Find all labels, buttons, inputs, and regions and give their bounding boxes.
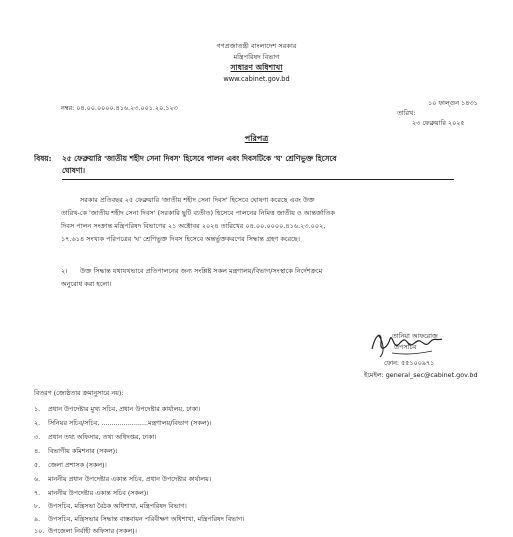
distribution-item: প্রধান তথ্য অফিসার, তথ্য অধিদপ্তর, ঢাকা। [48,433,157,441]
subject-label: বিষয়: [34,154,52,163]
subject-underline [62,179,454,180]
distribution-heading: বিতরণ (জ্যেষ্ঠতার ক্রমানুসারে নয়): [34,389,124,397]
distribution-item-number: ২. [34,419,41,427]
distribution-item-number: ৮. [34,502,41,510]
paragraph-2-line-1: উক্ত সিদ্ধান্ত যথাযথভাবে প্রতিপালনের জন্য সংশ্লিষ্ট সকল মন্ত্রণালয়/বিভাগ/সংস্থাকে নির্দেশক্রমে [80,267,323,275]
distribution-item: বিভাগীয় কমিশনার (সকল)। [48,447,118,455]
date-bangla: ১০ ফাল্গুন ১৪৩১ [428,99,478,107]
distribution-item-number: ৪. [34,447,41,455]
distribution-item: মাননীয় উপদেষ্টার একান্ত সচিব (সকল)। [48,489,149,497]
division-name: মন্ত্রিপরিষদ বিভাগ [233,53,280,61]
paragraph-1-line-4: ১৭.৬১৪ সংখ্যক পরিপত্রের 'ঘ' শ্রেণিভুক্ত দিবস হিসেবে অন্তর্ভুক্তকরণের সিদ্ধান্ত গ্রহণ করেছে। [61,235,300,243]
distribution-item: সিনিয়র সচিব/সচিব, .......................মন্ত্রণালয়/বিভাগ (সকল)। [48,419,212,427]
distribution-item-number: ৯. [34,515,41,523]
government-name: গণপ্রজাতন্ত্রী বাংলাদেশ সরকার [216,42,297,50]
department-name: সাধারণ অধিশাখা [230,63,283,72]
signatory-name: তানিয়া আফরোজ [392,332,438,340]
paragraph-2-line-2: অনুরোধ করা হলো। [61,280,112,288]
distribution-item: উপজেলা নির্বাহী অফিসার (সকল)। [48,527,137,535]
paragraph-1-line-1: সরকার প্রতিবছর ২৫ ফেব্রুয়ারি 'জাতীয় শহীদ সেনা দিবস' হিসেবে ঘোষণা করেছে এবং উক্ত [80,196,315,204]
distribution-item: জেলা প্রশাসক (সকল)। [48,461,107,469]
subject-line-1: ২৫ ফেব্রুয়ারি 'জাতীয় শহীদ সেনা দিবস' হিসেবে পালন এবং দিবসটিকে 'ঘ' শ্রেণিভুক্ত হিসেবে [62,154,337,163]
distribution-item-number: ১. [34,405,41,413]
memo-number: নম্বর: ০৪.০০.০০০০.৪১৬.২৩.০০১.২০.১২৩ [61,104,178,112]
document-title: পরিপত্র [244,134,269,143]
signatory-designation: উপসচিব [394,343,417,351]
distribution-item-number: ৭. [34,489,41,497]
distribution-item: উপসচিব, মন্ত্রিসভা বৈঠক অধিশাখা, মন্ত্রিপরিষদ বিভাগ। [48,502,187,510]
date-english: ২৩ ফেব্রুয়ারি ২০২৫ [412,119,465,127]
paragraph-1-line-2: তারিখ-কে 'জাতীয় শহীদ সেনা দিবস' (সরকারি ছুটি ব্যতীত) হিসেবে পালনের নিমিত্ত জাতীয় ও আন্তর্জাতিক [61,209,335,217]
paragraph-1-line-3: দিবস পালন সংক্রান্ত মন্ত্রিপরিষদ বিভাগের ২১ অক্টোবর ২০২৪ তারিখের ০৪.০০.০০০০.৪১৬.২৩.০০২, [61,222,326,230]
distribution-item-number: ১০. [34,527,45,535]
website-link[interactable]: www.cabinet.gov.bd [223,75,290,83]
distribution-item: উপসচিব, মন্ত্রিসভার সিদ্ধান্ত বাস্তবায়ন পরিবীক্ষণ অধিশাখা, মন্ত্রিপরিষদ বিভাগ। [48,515,245,523]
signatory-email[interactable]: ইমেইল: general_sec@cabinet.gov.bd [364,371,478,379]
distribution-item-number: ৩. [34,433,41,441]
distribution-item-number: ৬. [34,475,41,483]
date-label: তারিখ: [397,109,416,117]
distribution-item: প্রধান উপদেষ্টার মুখ্য সচিব, প্রধান উপদেষ্টার কার্যালয়, ঢাকা। [48,405,201,413]
signatory-phone: ফোন: ৫৫১০০৯৭১ [384,359,435,367]
distribution-item: মাননীয় প্রধান উপদেষ্টার একান্ত সচিব, প্রধান উপদেষ্টার কার্যালয়। [48,475,212,483]
subject-line-2: ঘোষণা। [62,166,86,175]
paragraph-2-number: ২। [61,267,68,275]
distribution-item-number: ৫. [34,461,41,469]
